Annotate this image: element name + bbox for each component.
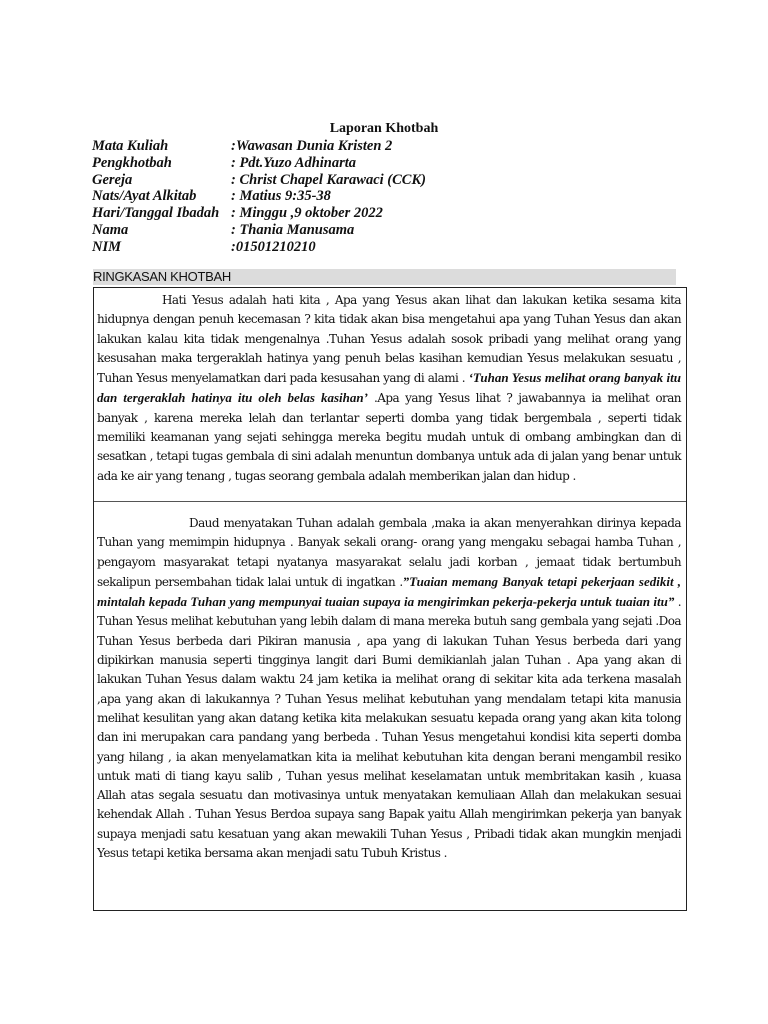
meta-row-church bbox=[92, 172, 492, 189]
paragraph-text: Hati Yesus adalah hati kita , Apa yang Yesus akan lihat dan lakukan ketika sesama kita hidupnya dengan penuh kecemasan ? kita tidak akan bisa mengetahui apa yang Tuhan Yesus dan akan lakukan kalau kita tidak mengenalnya .Tuhan Yesus adalah sosok pribadi yang melihat orang yang kesusahan maka tergeraklah hatinya yang penuh belas kasihan kemudian Yesus melakukan sesuatu , Tuhan Yesus menyelamatkan dari pada kesusahan yang di alami . bbox=[97, 293, 681, 386]
meta-label: Pengkhotbah bbox=[92, 154, 172, 171]
meta-row-verse bbox=[92, 188, 492, 205]
section-title: RINGKASAN KHOTBAH bbox=[93, 269, 231, 284]
report-metadata bbox=[92, 138, 492, 256]
emphasized-quote: ‘Tuhan Yesus melihat orang banyak itu dan tergeraklah hatinya itu oleh belas kasihan’ bbox=[97, 370, 681, 406]
meta-value: : Minggu ,9 oktober 2022 bbox=[231, 205, 383, 222]
summary-box bbox=[93, 287, 687, 911]
meta-value: :01501210210 bbox=[231, 238, 316, 255]
summary-paragraph-2 bbox=[97, 514, 681, 863]
meta-label: Mata Kuliah bbox=[92, 138, 169, 154]
meta-value: : Pdt.Yuzo Adhinarta bbox=[231, 154, 357, 171]
page-title: Laporan Khotbah bbox=[329, 121, 439, 136]
paragraph-text: . Tuhan Yesus melihat kebutuhan yang lebih dalam di mana mereka butuh sang gembala yang sejati .Doa Tuhan Yesus berbeda dari Pikiran manusia , apa yang di lakukan Tuhan Yesus berbeda dari yang dipikirkan manusia seperti tingginya langit dari Bumi demikianlah jalan Tuhan . Apa yang akan di lakukan Tuhan Yesus dalam waktu 24 jam ketika ia melihat orang di sekitar kita ada terkena masalah ,apa yang akan di lakukannya ? Tuhan Yesus melihat kebutuhan yang mendalam tetapi kita manusia melihat kesulitan yang akan datang ketika kita melakukan sesuatu kepada orang yang akan kita tolong dan ini merupakan cara pandang yang berbeda . Tuhan Yesus mengetahui kondisi kita seperti domba yang hilang , ia akan menyelamatkan kita ia melihat kebutuhan kita dengan berani mengambil resiko untuk mati di tiang kayu salib , Tuhan yesus melihat keselamatan untuk membritakan kasih , kuasa Allah atas segala sesuatu dan motivasinya untuk menyatakan kemuliaan Allah dan melakukan sesuai kehendak Allah . Tuhan Yesus Berdoa supaya sang Bapak yaitu Allah mengirimkan pekerja yan banyak supaya menjadi satu kesatuan yang akan mewakili Tuhan Yesus , Pribadi tidak akan mungkin menjadi Yesus tetapi ketika bersama akan menjadi satu Tubuh Kristus . bbox=[97, 595, 681, 861]
box-divider bbox=[94, 501, 686, 502]
meta-row-preacher bbox=[92, 155, 492, 172]
meta-label: Gereja bbox=[92, 171, 133, 188]
paragraph-text: Daud menyatakan Tuhan adalah gembala ,maka ia akan menyerahkan dirinya kepada Tuhan yang memimpin hidupnya . Banyak sekali orang- orang yang mengaku sebagai hamba Tuhan , pengayom masyarakat tetapi nyatanya masyarakat selalu jadi korban , jemaat tidak bertumbuh sekalipun persembahan tidak lalai untuk di ingatkan . bbox=[97, 516, 681, 589]
meta-value: : Christ Chapel Karawaci (CCK) bbox=[231, 171, 426, 188]
emphasized-quote: ”Tuaian memang Banyak tetapi pekerjaan sedikit , mintalah kepada Tuhan yang mempunyai tuaian supaya ia mengirimkan pekerja-pekerja untuk tuaian itu” bbox=[97, 573, 681, 610]
meta-value: : Matius 9:35-38 bbox=[231, 188, 331, 205]
meta-label: Nama bbox=[92, 221, 129, 238]
meta-row-name bbox=[92, 222, 492, 239]
meta-label: Hari/Tanggal Ibadah bbox=[92, 205, 220, 222]
meta-value: : Thania Manusama bbox=[231, 221, 355, 238]
meta-value: :Wawasan Dunia Kristen 2 bbox=[231, 138, 393, 154]
meta-row-date bbox=[92, 205, 492, 222]
meta-label: NIM bbox=[92, 238, 122, 255]
meta-label: Nats/Ayat Alkitab bbox=[92, 188, 197, 205]
summary-paragraph-1 bbox=[97, 291, 681, 486]
meta-row-nim bbox=[92, 239, 492, 256]
paragraph-text: .Apa yang Yesus lihat ? jawabannya ia melihat oran banyak , karena mereka lelah dan terlantar seperti domba yang tidak bergembala , seperti tidak memiliki keamanan yang sejati sehingga mereka begitu mudah untuk di ombang ambingkan dan di sesatkan , tetapi tugas gembala di sini adalah menuntun dombanya untuk ada di jalan yang benar untuk ada ke air yang tenang , tugas seorang gembala adalah memberikan jalan dan hidup . bbox=[97, 391, 681, 483]
meta-row-course bbox=[92, 138, 492, 155]
